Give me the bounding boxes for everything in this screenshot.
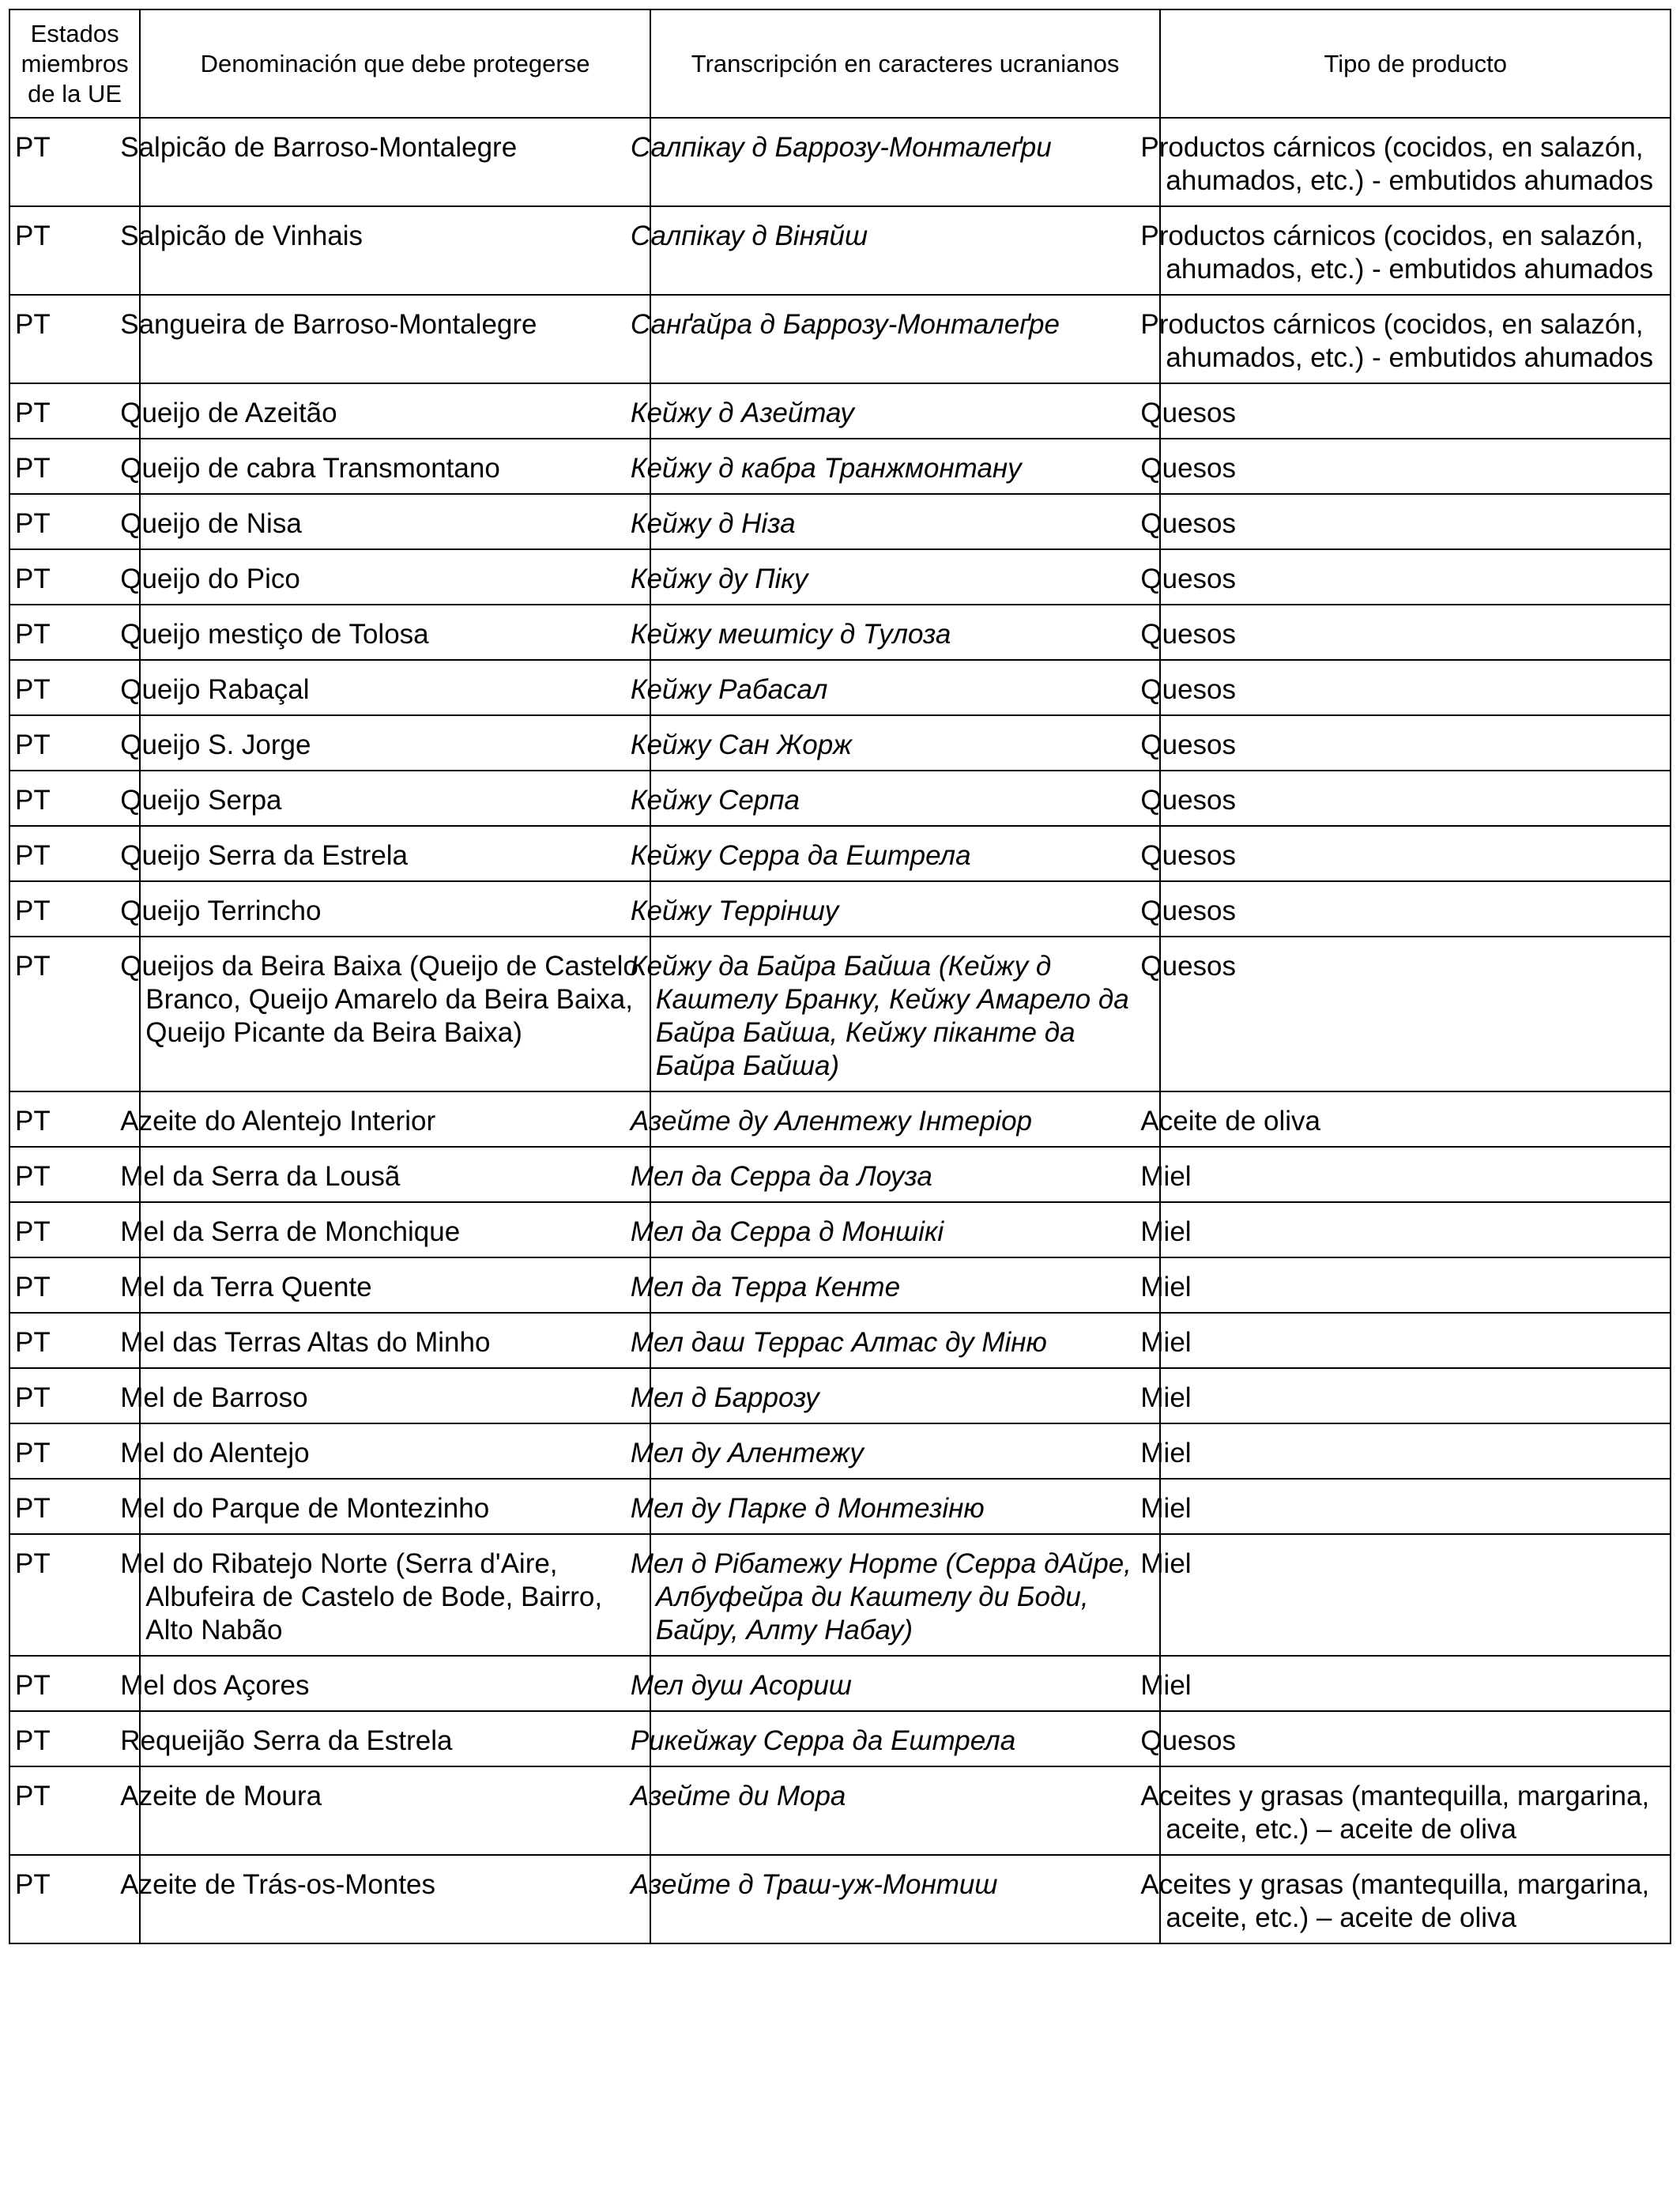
- cell-type: Quesos: [1160, 715, 1671, 771]
- cell-state: PT: [9, 494, 140, 549]
- cell-name: Queijo Serra da Estrela: [140, 826, 650, 881]
- table-row: [9, 771, 1671, 826]
- table-row: [9, 118, 1671, 206]
- cell-name: Queijo S. Jorge: [140, 715, 650, 771]
- cell-transcription: Мел даш Террас Алтас ду Міню: [650, 1313, 1161, 1368]
- cell-transcription: Кейжу д кабра Транжмонтану: [650, 439, 1161, 494]
- table-row: [9, 937, 1671, 1091]
- cell-state: PT: [9, 1479, 140, 1534]
- table-row: [9, 1766, 1671, 1855]
- table-row: [9, 1656, 1671, 1711]
- cell-type: Aceites y grasas (mantequilla, margarina, aceite, etc.) – aceite de oliva: [1160, 1855, 1671, 1943]
- table-row: [9, 295, 1671, 383]
- cell-state: PT: [9, 1423, 140, 1479]
- table-row: [9, 1147, 1671, 1202]
- cell-transcription: Санґайра д Баррозу-Монталеґре: [650, 295, 1161, 383]
- cell-name: Mel dos Açores: [140, 1656, 650, 1711]
- cell-state: PT: [9, 1313, 140, 1368]
- cell-state: PT: [9, 206, 140, 295]
- cell-state: PT: [9, 383, 140, 439]
- cell-name: Mel de Barroso: [140, 1368, 650, 1423]
- cell-transcription: Кейжу Серпа: [650, 771, 1161, 826]
- table-body: [9, 118, 1671, 1943]
- cell-transcription: Азейте ди Мора: [650, 1766, 1161, 1855]
- cell-type: Quesos: [1160, 383, 1671, 439]
- cell-transcription: Кейжу д Азейтау: [650, 383, 1161, 439]
- cell-type: Miel: [1160, 1423, 1671, 1479]
- table-row: [9, 1855, 1671, 1943]
- cell-type: Miel: [1160, 1313, 1671, 1368]
- cell-name: Mel do Alentejo: [140, 1423, 650, 1479]
- cell-name: Azeite de Moura: [140, 1766, 650, 1855]
- cell-type: Miel: [1160, 1147, 1671, 1202]
- cell-name: Queijo mestiço de Tolosa: [140, 605, 650, 660]
- cell-state: PT: [9, 1766, 140, 1855]
- table-row: [9, 383, 1671, 439]
- cell-name: Queijo de Azeitão: [140, 383, 650, 439]
- table-row: [9, 206, 1671, 295]
- cell-name: Mel das Terras Altas do Minho: [140, 1313, 650, 1368]
- cell-transcription: Кейжу Рабасал: [650, 660, 1161, 715]
- cell-state: PT: [9, 1257, 140, 1313]
- table-row: [9, 1479, 1671, 1534]
- cell-type: Quesos: [1160, 549, 1671, 605]
- cell-type: Aceite de oliva: [1160, 1091, 1671, 1147]
- cell-transcription: Азейте ду Алентежу Інтеріор: [650, 1091, 1161, 1147]
- cell-name: Mel da Serra da Lousã: [140, 1147, 650, 1202]
- cell-transcription: Кейжу Терріншу: [650, 881, 1161, 937]
- cell-name: Azeite do Alentejo Interior: [140, 1091, 650, 1147]
- cell-name: Mel da Terra Quente: [140, 1257, 650, 1313]
- cell-type: Quesos: [1160, 826, 1671, 881]
- cell-type: Quesos: [1160, 439, 1671, 494]
- cell-transcription: Мел да Терра Кенте: [650, 1257, 1161, 1313]
- cell-state: PT: [9, 118, 140, 206]
- cell-transcription: Мел душ Асориш: [650, 1656, 1161, 1711]
- table-row: [9, 1423, 1671, 1479]
- cell-name: Requeijão Serra da Estrela: [140, 1711, 650, 1766]
- table-row: [9, 826, 1671, 881]
- cell-type: Productos cárnicos (cocidos, en salazón, ahumados, etc.) - embutidos ahumados: [1160, 118, 1671, 206]
- cell-name: Mel da Serra de Monchique: [140, 1202, 650, 1257]
- table-row: [9, 1257, 1671, 1313]
- cell-transcription: Кейжу ду Піку: [650, 549, 1161, 605]
- cell-state: PT: [9, 1534, 140, 1656]
- cell-type: Quesos: [1160, 494, 1671, 549]
- header-transcription: Transcripción en caracteres ucranianos: [650, 9, 1161, 118]
- cell-transcription: Мел д Баррозу: [650, 1368, 1161, 1423]
- cell-state: PT: [9, 1711, 140, 1766]
- cell-transcription: Рикейжау Серра да Ештрела: [650, 1711, 1161, 1766]
- table-row: [9, 1711, 1671, 1766]
- cell-type: Miel: [1160, 1656, 1671, 1711]
- header-type: Tipo de producto: [1160, 9, 1671, 118]
- cell-state: PT: [9, 771, 140, 826]
- cell-type: Miel: [1160, 1534, 1671, 1656]
- table-row: [9, 605, 1671, 660]
- cell-name: Sangueira de Barroso-Montalegre: [140, 295, 650, 383]
- header-name: Denominación que debe protegerse: [140, 9, 650, 118]
- cell-type: Productos cárnicos (cocidos, en salazón, ahumados, etc.) - embutidos ahumados: [1160, 206, 1671, 295]
- cell-state: PT: [9, 826, 140, 881]
- cell-state: PT: [9, 549, 140, 605]
- cell-state: PT: [9, 715, 140, 771]
- cell-type: Miel: [1160, 1202, 1671, 1257]
- table-row: [9, 715, 1671, 771]
- cell-name: Queijo do Pico: [140, 549, 650, 605]
- cell-state: PT: [9, 1855, 140, 1943]
- cell-type: Miel: [1160, 1479, 1671, 1534]
- cell-transcription: Кейжу д Ніза: [650, 494, 1161, 549]
- cell-state: PT: [9, 937, 140, 1091]
- cell-state: PT: [9, 1656, 140, 1711]
- table-header-row: [9, 9, 1671, 118]
- cell-name: Queijo Serpa: [140, 771, 650, 826]
- cell-state: PT: [9, 605, 140, 660]
- table-row: [9, 1313, 1671, 1368]
- table-row: [9, 1368, 1671, 1423]
- cell-type: Quesos: [1160, 937, 1671, 1091]
- cell-name: Queijo Rabaçal: [140, 660, 650, 715]
- table-row: [9, 549, 1671, 605]
- cell-type: Miel: [1160, 1257, 1671, 1313]
- cell-transcription: Мел да Серра д Моншікі: [650, 1202, 1161, 1257]
- cell-state: PT: [9, 439, 140, 494]
- cell-transcription: Кейжу Сан Жорж: [650, 715, 1161, 771]
- cell-transcription: Мел ду Алентежу: [650, 1423, 1161, 1479]
- cell-transcription: Мел да Серра да Лоуза: [650, 1147, 1161, 1202]
- cell-name: Queijos da Beira Baixa (Queijo de Castelo Branco, Queijo Amarelo da Beira Baixa, Queijo Picante da Beira Baixa): [140, 937, 650, 1091]
- products-table: [9, 9, 1671, 1944]
- cell-state: PT: [9, 1147, 140, 1202]
- table-row: [9, 1202, 1671, 1257]
- cell-state: PT: [9, 1202, 140, 1257]
- cell-transcription: Азейте д Траш-уж-Монтиш: [650, 1855, 1161, 1943]
- table-row: [9, 1534, 1671, 1656]
- cell-transcription: Мел ду Парке д Монтезіню: [650, 1479, 1161, 1534]
- cell-state: PT: [9, 295, 140, 383]
- cell-transcription: Салпікау д Баррозу-Монталеґри: [650, 118, 1161, 206]
- cell-type: Quesos: [1160, 771, 1671, 826]
- table-row: [9, 660, 1671, 715]
- table-row: [9, 1091, 1671, 1147]
- cell-type: Miel: [1160, 1368, 1671, 1423]
- cell-transcription: Кейжу мештісу д Тулоза: [650, 605, 1161, 660]
- cell-state: PT: [9, 1091, 140, 1147]
- cell-state: PT: [9, 881, 140, 937]
- cell-name: Mel do Parque de Montezinho: [140, 1479, 650, 1534]
- cell-type: Quesos: [1160, 660, 1671, 715]
- table-row: [9, 439, 1671, 494]
- table-row: [9, 881, 1671, 937]
- table-row: [9, 494, 1671, 549]
- cell-name: Queijo de cabra Transmontano: [140, 439, 650, 494]
- cell-transcription: Кейжу да Байра Байша (Кейжу д Каштелу Бранку, Кейжу Амарело да Байра Байша, Кейжу піканте да Байра Байша): [650, 937, 1161, 1091]
- cell-state: PT: [9, 1368, 140, 1423]
- cell-type: Productos cárnicos (cocidos, en salazón, ahumados, etc.) - embutidos ahumados: [1160, 295, 1671, 383]
- cell-name: Queijo de Nisa: [140, 494, 650, 549]
- cell-type: Quesos: [1160, 1711, 1671, 1766]
- header-state: Estados miembros de la UE: [9, 9, 140, 118]
- cell-name: Salpicão de Vinhais: [140, 206, 650, 295]
- cell-name: Salpicão de Barroso-Montalegre: [140, 118, 650, 206]
- cell-name: Queijo Terrincho: [140, 881, 650, 937]
- cell-type: Quesos: [1160, 605, 1671, 660]
- cell-transcription: Кейжу Серра да Ештрела: [650, 826, 1161, 881]
- cell-type: Quesos: [1160, 881, 1671, 937]
- cell-name: Azeite de Trás-os-Montes: [140, 1855, 650, 1943]
- cell-transcription: Салпікау д Віняйш: [650, 206, 1161, 295]
- cell-name: Mel do Ribatejo Norte (Serra d'Aire, Albufeira de Castelo de Bode, Bairro, Alto Nabão: [140, 1534, 650, 1656]
- cell-type: Aceites y grasas (mantequilla, margarina, aceite, etc.) – aceite de oliva: [1160, 1766, 1671, 1855]
- cell-state: PT: [9, 660, 140, 715]
- cell-transcription: Мел д Рібатежу Норте (Серра дАйре, Албуфейра ди Каштелу ди Боди, Байру, Алту Набау): [650, 1534, 1161, 1656]
